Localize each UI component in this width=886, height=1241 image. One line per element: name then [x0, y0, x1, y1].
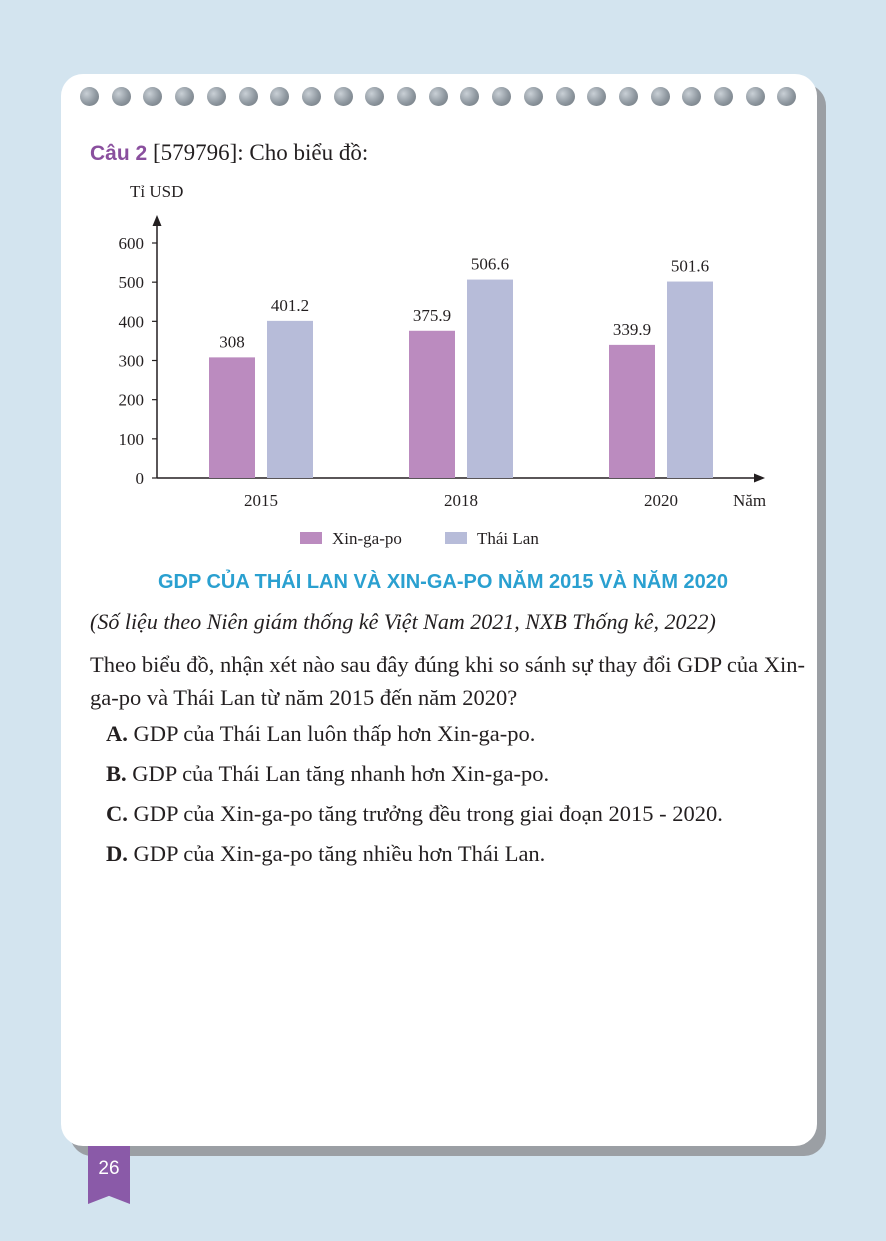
page-number: 26 — [98, 1158, 120, 1179]
data-source: (Số liệu theo Niên giám thống kê Việt Nam 2021, NXB Thống kê, 2022) — [90, 609, 716, 634]
x-tick-label: 2018 — [444, 491, 478, 510]
spiral-binding — [80, 87, 810, 111]
bar-chart — [100, 175, 790, 567]
y-tick-label: 500 — [118, 273, 144, 293]
binding-ring — [429, 87, 448, 106]
x-tick-label: 2020 — [644, 491, 678, 510]
binding-ring — [207, 87, 226, 106]
y-tick-label: 100 — [118, 429, 144, 449]
binding-ring — [651, 87, 670, 106]
binding-ring — [112, 87, 131, 106]
legend-label: Xin-ga-po — [332, 529, 402, 548]
bar-xin-ga-po — [409, 331, 455, 478]
option-letter: B. — [106, 761, 127, 786]
binding-ring — [334, 87, 353, 106]
question-intro: [579796]: Cho biểu đồ: — [147, 140, 369, 165]
option-text: GDP của Xin-ga-po tăng trưởng đều trong giai đoạn 2015 - 2020. — [127, 801, 723, 826]
binding-ring — [175, 87, 194, 106]
option-c[interactable] — [106, 797, 723, 837]
x-axis-arrow — [754, 474, 765, 483]
data-label: 308 — [219, 332, 245, 352]
chart-title: GDP CỦA THÁI LAN VÀ XIN-GA-PO NĂM 2015 VÀ NĂM 2020 — [157, 571, 729, 593]
option-letter: A. — [106, 721, 128, 746]
option-a[interactable] — [106, 717, 723, 757]
bar-xin-ga-po — [609, 345, 655, 478]
option-d[interactable] — [106, 837, 723, 877]
binding-ring — [302, 87, 321, 106]
option-letter: D. — [106, 841, 128, 866]
data-label: 375.9 — [412, 305, 452, 325]
binding-ring — [524, 87, 543, 106]
binding-ring — [365, 87, 384, 106]
binding-ring — [270, 87, 289, 106]
y-tick-label: 0 — [135, 469, 144, 488]
y-axis-arrow — [153, 215, 162, 226]
data-label: 501.6 — [670, 256, 710, 276]
option-text: GDP của Xin-ga-po tăng nhiều hơn Thái Lan. — [127, 841, 546, 866]
option-b[interactable] — [106, 757, 723, 797]
bar-thai-lan — [467, 280, 513, 478]
question-text: Theo biểu đồ, nhận xét nào sau đây đúng khi so sánh sự thay đổi GDP của Xin-ga-po và Thái Lan từ năm 2015 đến năm 2020? — [90, 652, 805, 710]
question-label: Câu 2 — [90, 142, 148, 165]
binding-ring — [492, 87, 511, 106]
y-tick-label: 600 — [118, 234, 144, 253]
y-tick-label: 200 — [118, 390, 144, 410]
binding-ring — [143, 87, 162, 106]
binding-ring — [80, 87, 99, 106]
y-tick-label: 300 — [118, 351, 144, 371]
y-axis-label: Tỉ USD — [130, 182, 184, 201]
binding-ring — [714, 87, 733, 106]
data-label: 339.9 — [612, 319, 652, 339]
legend-swatch — [445, 532, 467, 544]
answer-options — [106, 717, 723, 877]
legend-label: Thái Lan — [477, 529, 539, 548]
binding-ring — [777, 87, 796, 106]
binding-ring — [397, 87, 416, 106]
x-tick-label: 2015 — [244, 491, 278, 510]
y-tick-label: 400 — [118, 312, 144, 332]
binding-ring — [556, 87, 575, 106]
binding-ring — [587, 87, 606, 106]
binding-ring — [239, 87, 258, 106]
bar-xin-ga-po — [209, 357, 255, 478]
question-heading — [90, 140, 368, 166]
binding-ring — [460, 87, 479, 106]
bar-thai-lan — [667, 282, 713, 478]
binding-ring — [619, 87, 638, 106]
legend-swatch — [300, 532, 322, 544]
x-axis-label: Năm — [733, 491, 767, 510]
data-label: 401.2 — [270, 295, 310, 315]
data-label: 506.6 — [470, 254, 510, 274]
option-text: GDP của Thái Lan tăng nhanh hơn Xin-ga-po. — [126, 761, 550, 786]
binding-ring — [746, 87, 765, 106]
bar-thai-lan — [267, 321, 313, 478]
option-text: GDP của Thái Lan luôn thấp hơn Xin-ga-po. — [127, 721, 536, 746]
option-letter: C. — [106, 801, 128, 826]
binding-ring — [682, 87, 701, 106]
